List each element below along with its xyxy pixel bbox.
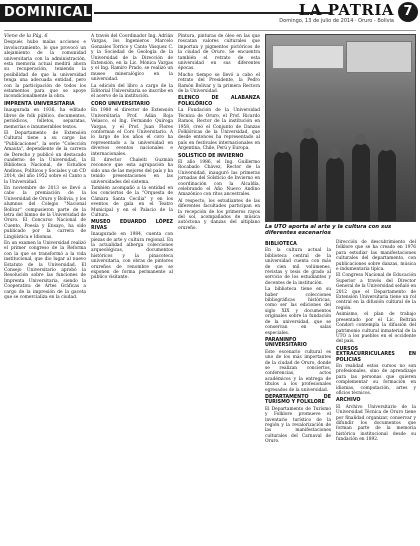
paragraph: Al respecto, los estudiantes de las diferentes facultades participan en la recepción de los primeros rayos del sol, acompañados de música autóctona y danzas del altiplano orureño. [178, 198, 260, 231]
paragraph: También acompañó a la entidad en los conciertos de la "Orquesta de Cámara Santa Cecilia" y en los eventos de gala en el Teatro Municipal y en el Palacio de la Cultura. [91, 185, 173, 218]
paragraph: Pintura, pinturas de óleo en las que rescatan valores culturales que importan y pigmentos pictóricos de la ciudad de Oruro. Se encuentra también el retrato de esta universidad en sus diferentes épocas. [178, 34, 260, 72]
photo-figure-head [381, 140, 392, 151]
photo-figure-head [277, 142, 288, 153]
continued-from: Viene de la Pág. 6 [4, 34, 48, 39]
page-header [0, 0, 420, 30]
photo-figure [378, 149, 396, 221]
paragraph: El Congreso Nacional de Educación Superior a través del Director General de la Universidad señaló en 2012 que el Departamento de Extensión Universitaria tiene un rol central en la difusión cultural de la región. [336, 273, 416, 311]
photo-figure [274, 151, 292, 221]
paragraph: En la cultura actual la biblioteca central de la universidad cuenta con más de cien mil volúmenes, revistas y tesis de grado al servicio de los estudiantes y docentes de la institución. [265, 248, 331, 286]
paragraph: Mucho tiempo se llevó a cabo el retrato del Presidente, la Pedro Ramón Bolivar y la primera Rectora de la Universidad. [178, 72, 260, 95]
paragraph: A través del Coordinador Ing. Adrián Vargas, los Ingenieros Marcelo Gonzales Torrico y Canto Vásquez C. y la Sociedad de Geología de la Universidad de la Dirección de Extensión, en la Lic. Mónica Vargas y el Ing. Ramiro Prado, se realizó un museo mineralógico en la universidad. [91, 34, 173, 83]
paragraph: El director Chaleiti Guzmán reconoce que esta agrupación ha sido una de las mejores del país y ha tenido presentaciones en las universidades del sistema. [91, 157, 173, 185]
photo-banner [272, 45, 344, 69]
section-label: DOMINICAL [0, 4, 92, 22]
paragraph: En realidad estos cursos no son profesionales, sino de aprendizaje para las personas que quieren complementar su formación en idiomas, computación, artes y oficios técnicos. [336, 363, 416, 396]
issue-place: Oruro - Bolivia [358, 18, 394, 24]
section-heading: MUSEO EDUARDO LÓPEZ RIVAS [91, 220, 173, 231]
header-bottom-rule [4, 30, 416, 31]
photo-figure [300, 137, 318, 221]
photo-figure-head [329, 148, 340, 159]
newspaper-name: LA PATRIA [298, 1, 394, 19]
paragraph: Después hubo malas acciones e involucramiento, lo que provocó un alejamiento de la comunidad universitaria con la administración, esta memoria actual medirá ahora su recuperación, teniendo la posibilidad de que la universidad tenga una adecuada entidad, pero con la participación de todos los estamentos para que se apoye incondicionalmente la obra. [4, 40, 86, 100]
article-column-3 [178, 34, 260, 232]
section-heading: SOLISTICO DE INVIERNO [178, 153, 244, 159]
article-column-2 [91, 34, 173, 282]
paragraph: En noviembre de 2013 se llevó a cabo la premiación de la Universidad de Oruro y Bolivia, y los alumnos del Colegio "Nacional Bolívar" compusieron parte de la letra del himno de la Universidad de Oruro. El Concurso Nacional de Cuento, Poesía y Ensayo, ha sido publicado por la carrera de Lingüística e Idiomas. [4, 185, 86, 240]
page-number: 7 [398, 2, 418, 22]
paragraph: Inaugurada en 1936, ha editado libros de folk público, documentos, periódicos, folletos, separatas, memorias e innumerables textos. [4, 108, 86, 130]
photo-figure [326, 157, 344, 221]
paragraph: El Archivo Universitario de la Universidad Técnica de Oruro tiene por finalidad organizar, conservar y difundir los documentos que forman parte de la memoria histórica institucional desde su fundación en 1892. [336, 404, 416, 443]
header-divider [94, 12, 332, 14]
paragraph: Inaugurado en 1984, cuenta con piezas de arte y cultura regional. En la actualidad alberga colecciones arqueológicas, documentos históricos y la pinacoteca universitaria, con obras de pintores orureños de renombre que se exponen de forma permanente al público visitante. [91, 232, 173, 281]
photo-figure-head [355, 134, 366, 145]
section-heading: DEPARTAMENTO DE TURISMO Y FOLKLORE [265, 394, 331, 406]
photo-caption: La UTO aporta al arte y la cultura con sus diferentes escenarios [265, 224, 392, 237]
article-column-5 [336, 240, 416, 444]
photo-figure-head [303, 128, 314, 139]
paragraph: En 1980 el director de Extensión Universitaria Prof. Adán Roja Velasco, el Ing. Fernando Quiroga Vargas, y el Prof. Juan Flores conforman el Coro Universitario. A lo largo de los años el coro ha representado a la universidad en diversos eventos nacionales e internacionales. [91, 108, 173, 157]
photo-backdrop [346, 41, 412, 73]
article-column-1 [4, 34, 86, 302]
section-heading: BIBLIOTECA [265, 242, 297, 247]
paragraph: La Fundación de la Universidad Técnica de Oruro, el Prof. Ricardo Ramos, Rector de la institución en 1958, creó el Conjunto de Danzas Folklóricas de la Universidad, que desde entonces ha representado al país en festivales internacionales en Argentina, Chile, Perú y Europa. [178, 108, 260, 152]
issue-date: Domingo, 13 de julio de 2014 · Oruro - Bolivia [279, 18, 394, 24]
paragraph: Asimismo, el plan de trabajo presentado por el Lic. Beltrán Condori contempla la difusión del patrimonio cultural inmaterial de la UTO a los pueblos en el occidente del país. [336, 312, 416, 345]
paragraph: La edición del libro a cargo de la Editorial Universitaria se inscribe en el acervo de la institución. [91, 83, 173, 100]
section-heading: ARCHIVO [336, 398, 361, 404]
paragraph: El año 1986, el Ing. Guillermo Rocabado Chávez, Rector de la Universidad, inauguró las primeras jornadas del Solsticio de Invierno en coordinación con la Alcaldía, celebrando el Año Nuevo Andino Amazónico con ritos ancestrales. [178, 159, 260, 198]
issue-date-text: Domingo, 13 de julio de 2014 [279, 18, 354, 24]
section-heading: PARANINFO UNIVERSITARIO [265, 337, 307, 349]
section-heading: ELENCO DE ALABANZA FOLKLÓRICO [178, 96, 260, 107]
paragraph: En un examen la Universidad realizó el primer congreso de la Reforma con la que se transformó a la vida institucional, que dio lugar al nuevo Estatuto de la Universidad. El Consejo Universitario aprobó la Resolución sobre las funciones de Imprenta Universitaria, siendo la Cooperativa de Artes Gráficas a cargo de la impresión de la gaceta que se comercializa en la ciudad. [4, 241, 86, 301]
photo-figure [352, 143, 370, 221]
paragraph: La biblioteca tiene en su haber colecciones bibliográficas históricas, como ser las ediciones del siglo XIX y documentos originales sobre la fundación de la universidad, que se conservan en salas especiales. [265, 287, 331, 336]
section-heading: CORO UNIVERSITARIO [91, 101, 150, 107]
event-photo [265, 34, 416, 222]
paragraph: El Departamento de Turismo y Folklore promueve el inventario turístico de la región y la revalorización de las manifestaciones culturales del Carnaval de Oruro. [265, 406, 331, 445]
section-heading: IMPRENTA UNIVERSITARIA [4, 101, 75, 107]
paragraph: Dirección de descubrimiento del folklore que se ha creado en 1976 para estudiar las manifestaciones culturales del departamento, con publicaciones sobre danzas, música e indumentaria típica. [336, 240, 416, 273]
section-heading: CURSOS EXTRACURRICULARES EN POLICIAS [336, 346, 416, 363]
paragraph: El Departamento de Extensión Cultural tiene a su cargo las "Publicaciones", la serie "Colección Amauta", dependiente de la carrera de Derecho y publicó un destacado cuaderno de la Universidad, la Biblioteca Nacional, de Estudios Andinos, Políticos y Sociales y un CD 2014, del año 1952 sobre el Canto a la Universidad. [4, 130, 86, 185]
article-column-4 [265, 240, 331, 446]
paragraph: Este escenario cultural es uno de los más importantes de la ciudad de Oruro, donde se realizan conciertos, conferencias, actos académicos y la entrega de títulos a los profesionales egresados de la universidad. [265, 349, 331, 393]
